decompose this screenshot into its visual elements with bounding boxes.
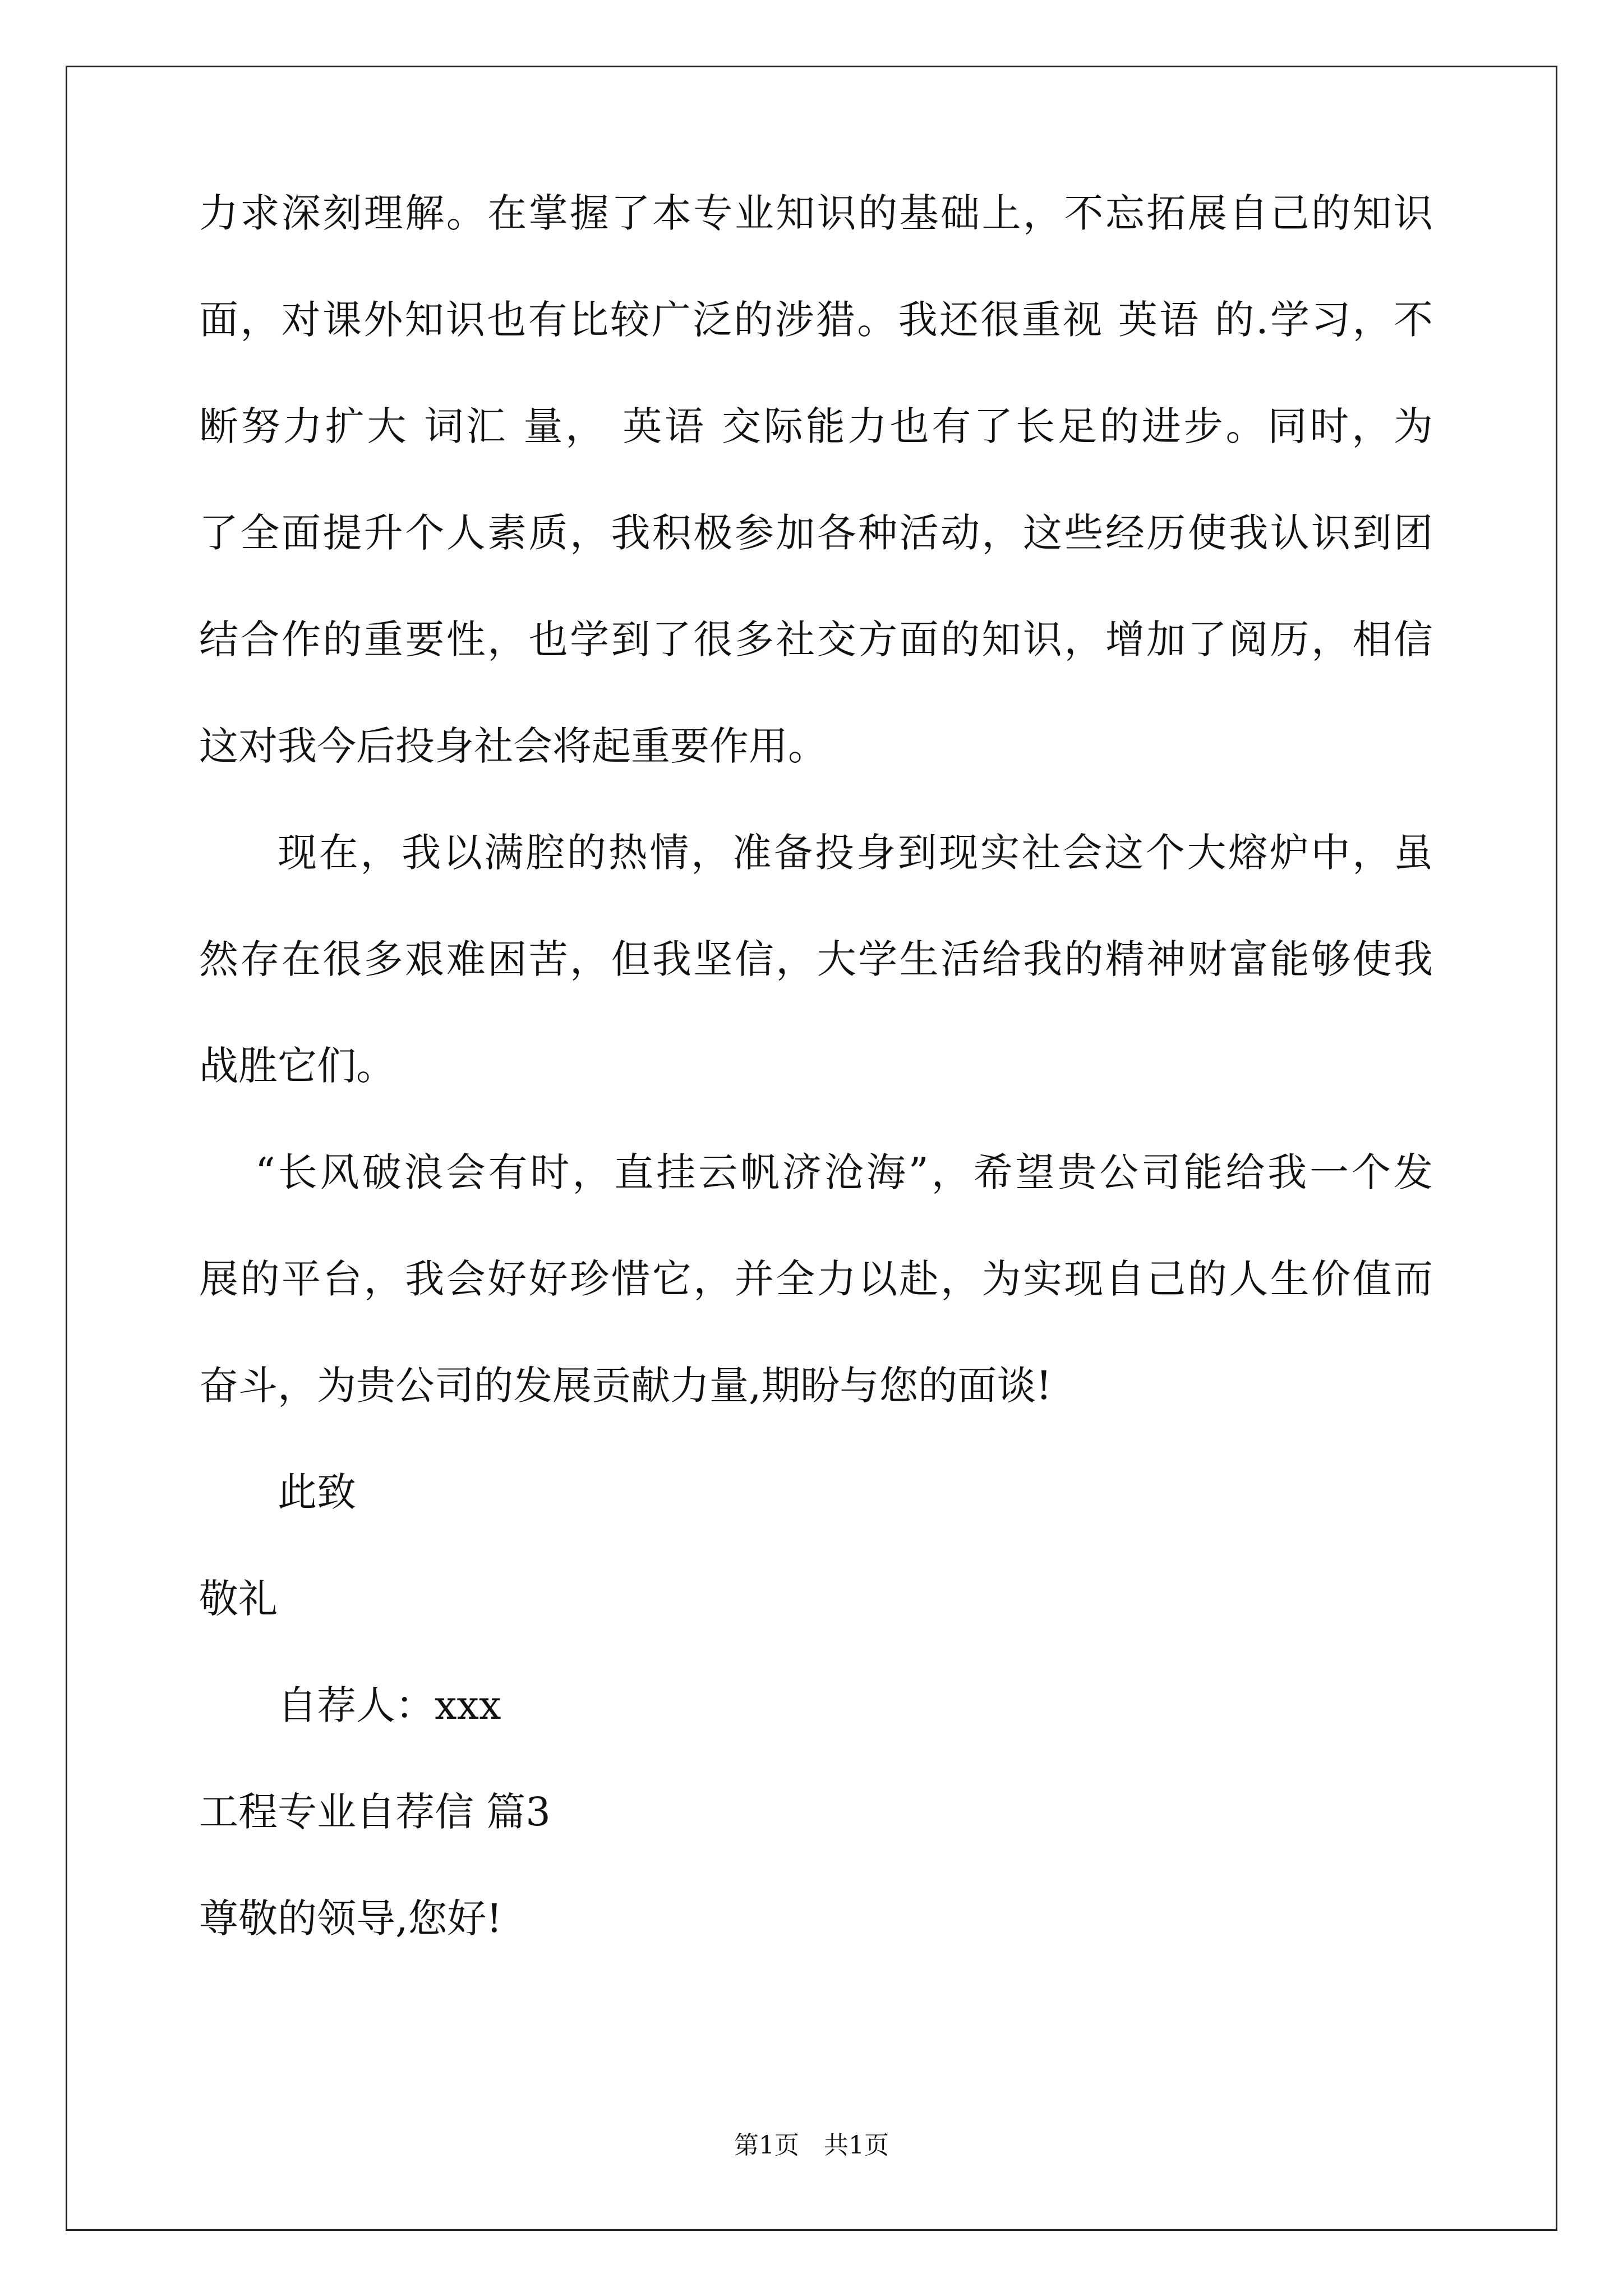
closing-salutation: 此致 — [278, 1469, 356, 1515]
text-line: 结合作的重要性，也学到了很多社交方面的知识，增加了阅历，相信 — [199, 616, 1433, 662]
greeting-line: 尊敬的领导,您好! — [199, 1895, 502, 1941]
signature-line: 自荐人：xxx — [278, 1682, 501, 1728]
paragraph-start-line: “长风破浪会有时，直挂云帆济沧海”，希望贵公司能给我一个发 — [255, 1149, 1433, 1195]
text-line: 力求深刻理解。在掌握了本专业知识的基础上，不忘拓展自己的知识 — [199, 190, 1433, 236]
text-line: 然存在很多艰难困苦，但我坚信，大学生活给我的精神财富能够使我 — [199, 936, 1433, 982]
section-heading: 工程专业自荐信 篇3 — [199, 1789, 551, 1835]
paragraph-start-line: 现在，我以满腔的热情，准备投身到现实社会这个大熔炉中，虽 — [278, 830, 1433, 876]
text-line: 奋斗，为贵公司的发展贡献力量,期盼与您的面谈! — [199, 1363, 1052, 1409]
text-line: 战胜它们。 — [199, 1043, 395, 1089]
text-line: 这对我今后投身社会将起重要作用。 — [199, 723, 827, 769]
page-number-footer: 第1页 共1页 — [734, 2131, 889, 2160]
text-line: 展的平台，我会好好珍惜它，并全力以赴，为实现自己的人生价值而 — [199, 1256, 1433, 1302]
text-line: 断努力扩大 词汇 量， 英语 交际能力也有了长足的进步。同时，为 — [199, 403, 1433, 449]
text-line: 了全面提升个人素质，我积极参加各种活动，这些经历使我认识到团 — [199, 510, 1433, 556]
text-line: 面，对课外知识也有比较广泛的涉猎。我还很重视 英语 的.学习，不 — [199, 297, 1433, 343]
closing-regards: 敬礼 — [199, 1576, 278, 1622]
